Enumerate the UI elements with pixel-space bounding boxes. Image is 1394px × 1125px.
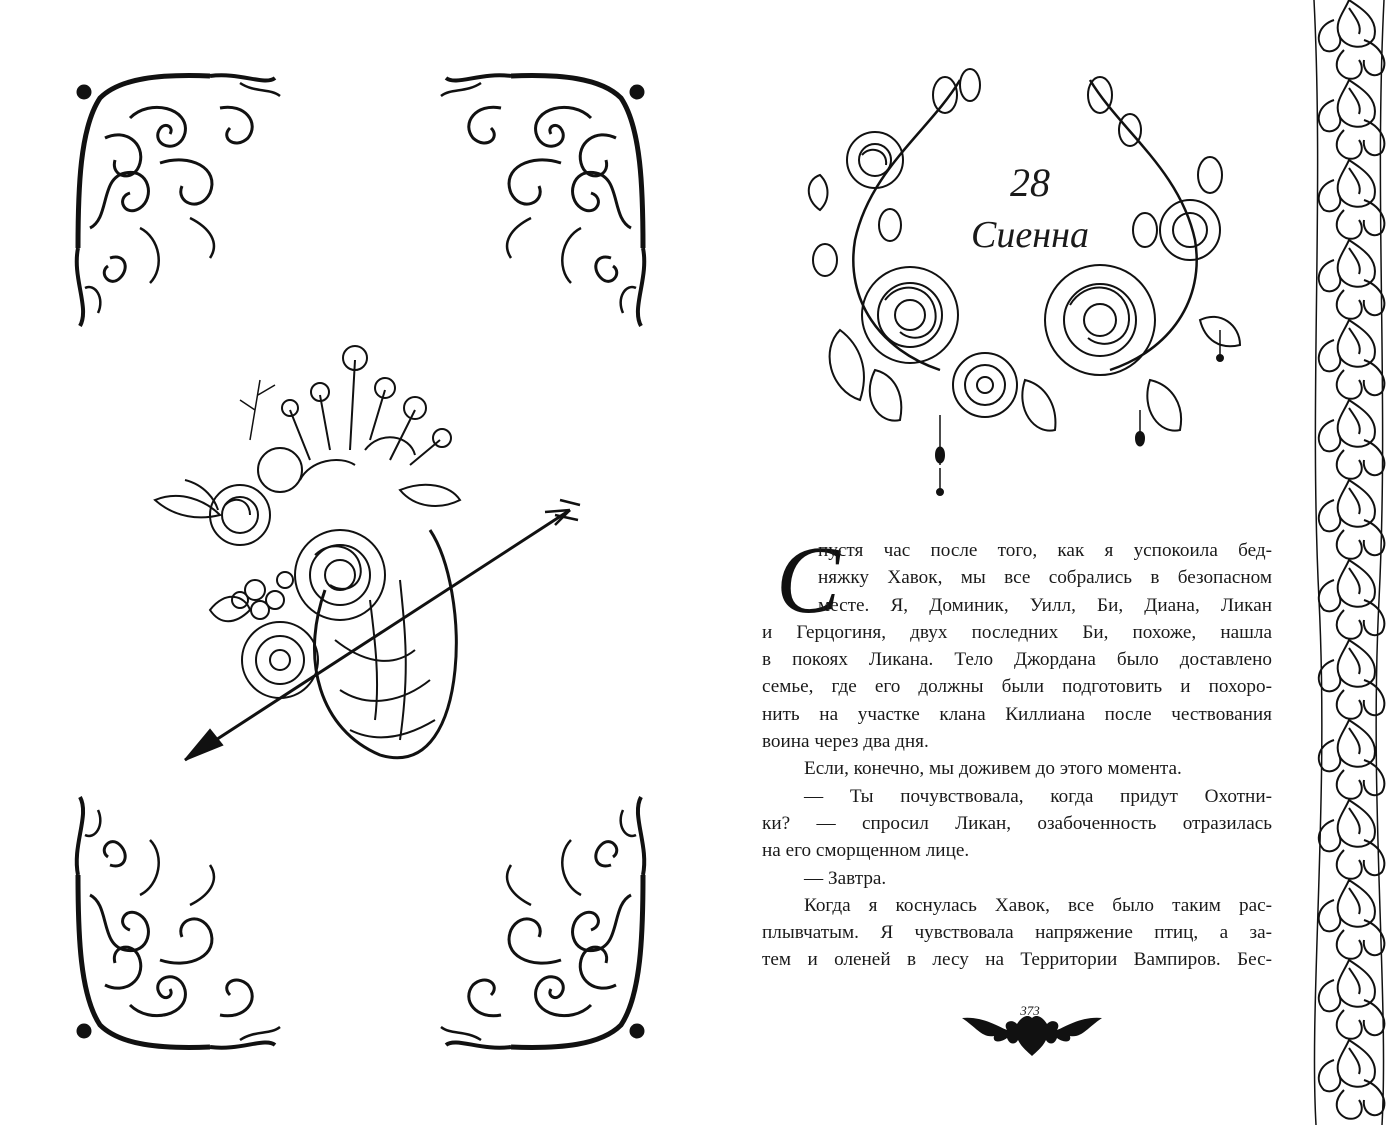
text-line: семье, где его должны были подготовить и похоро- <box>762 676 1272 698</box>
paragraph <box>762 783 1272 865</box>
text-line: в покоях Ликана. Тело Джордана было доставлено <box>762 649 1272 671</box>
text-line: тем и оленей в лесу на Территории Вампиров. Бес- <box>762 949 1272 971</box>
floral-border-icon <box>1304 0 1394 1125</box>
paragraph <box>762 892 1272 974</box>
paragraph <box>762 537 1272 755</box>
text-line: Если, конечно, мы доживем до этого момента. <box>804 758 1182 780</box>
text-line: — Завтра. <box>804 867 887 889</box>
corner-ornament-icon <box>70 790 285 1055</box>
text-line: и Герцогиня, двух последних Би, похоже, нашла <box>762 621 1272 643</box>
text-line: месте. Я, Доминик, Уилл, Би, Диана, Ликан <box>818 594 1272 616</box>
text-line: Когда я коснулась Хавок, все было таким рас- <box>804 894 1272 916</box>
text-line: ки? — спросил Ликан, озабоченность отразилась <box>762 812 1272 834</box>
paragraph <box>762 865 1272 892</box>
chapter-body-text <box>762 537 1272 974</box>
corner-ornament-icon <box>436 68 651 333</box>
chapter-title: Сиенна <box>971 214 1089 256</box>
rose-wreath-illustration-icon <box>800 70 1250 500</box>
text-line: — Ты почувствовала, когда придут Охотни- <box>804 785 1272 807</box>
text-line: пустя час после того, как я успокоила бед- <box>818 540 1272 561</box>
text-line: на его сморщенном лице. <box>762 840 970 862</box>
page-number: 373 <box>1020 1003 1040 1018</box>
text-line: плывчатым. Я чувствовала напряжение птиц, а за- <box>762 922 1272 944</box>
text-line: нить на участке клана Киллиана после чествования <box>762 703 1272 725</box>
text-line: воина через два дня. <box>762 731 929 753</box>
drop-cap-letter-text: С <box>776 526 841 633</box>
floral-heart-illustration-icon <box>150 340 585 770</box>
corner-ornament-icon <box>436 790 651 1055</box>
corner-ornament-icon <box>70 68 285 333</box>
chapter-number: 28 <box>1010 160 1050 205</box>
text-line: няжку Хавок, мы все собрались в безопасном <box>818 567 1272 589</box>
paragraph <box>762 755 1272 782</box>
